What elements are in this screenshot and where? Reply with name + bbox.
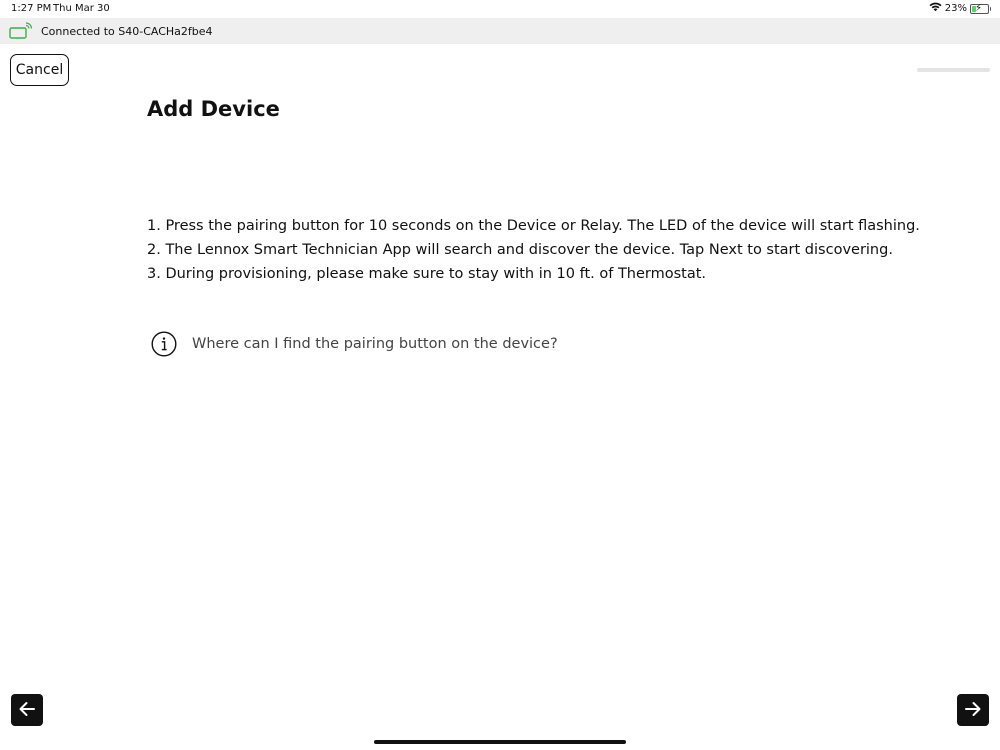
connection-banner (0, 18, 1000, 44)
wireless-connection-icon (9, 22, 33, 40)
next-button[interactable] (957, 694, 989, 726)
setup-progress-bar (917, 68, 990, 72)
instruction-step: 1. Press the pairing button for 10 seconds on the Device or Relay. The LED of the device will start flashing. (147, 218, 920, 234)
pairing-button-help-link[interactable] (151, 331, 558, 357)
wifi-icon (929, 2, 942, 15)
arrow-right-icon (964, 701, 982, 720)
back-button[interactable] (11, 694, 43, 726)
info-icon (151, 331, 177, 357)
help-link-text: Where can I find the pairing button on the device? (192, 336, 558, 352)
arrow-left-icon (18, 701, 36, 720)
instructions-list (147, 214, 967, 286)
home-indicator[interactable] (374, 740, 626, 744)
status-right (929, 2, 989, 15)
page-title: Add Device (147, 97, 280, 121)
cancel-button[interactable]: Cancel (10, 54, 69, 86)
charging-bolt-icon: ⚡ (975, 2, 983, 14)
connection-status-text: Connected to S40-CACHa2fbe4 (41, 24, 213, 38)
status-date: Thu Mar 30 (53, 3, 110, 14)
status-bar (0, 0, 1000, 18)
instruction-step: 3. During provisioning, please make sure to stay with in 10 ft. of Thermostat. (147, 266, 707, 282)
battery-percent: 23% (944, 3, 967, 14)
battery-icon (970, 4, 989, 14)
instruction-step: 2. The Lennox Smart Technician App will search and discover the device. Tap Next to start discovering. (147, 242, 893, 258)
status-time: 1:27 PM (11, 3, 52, 14)
